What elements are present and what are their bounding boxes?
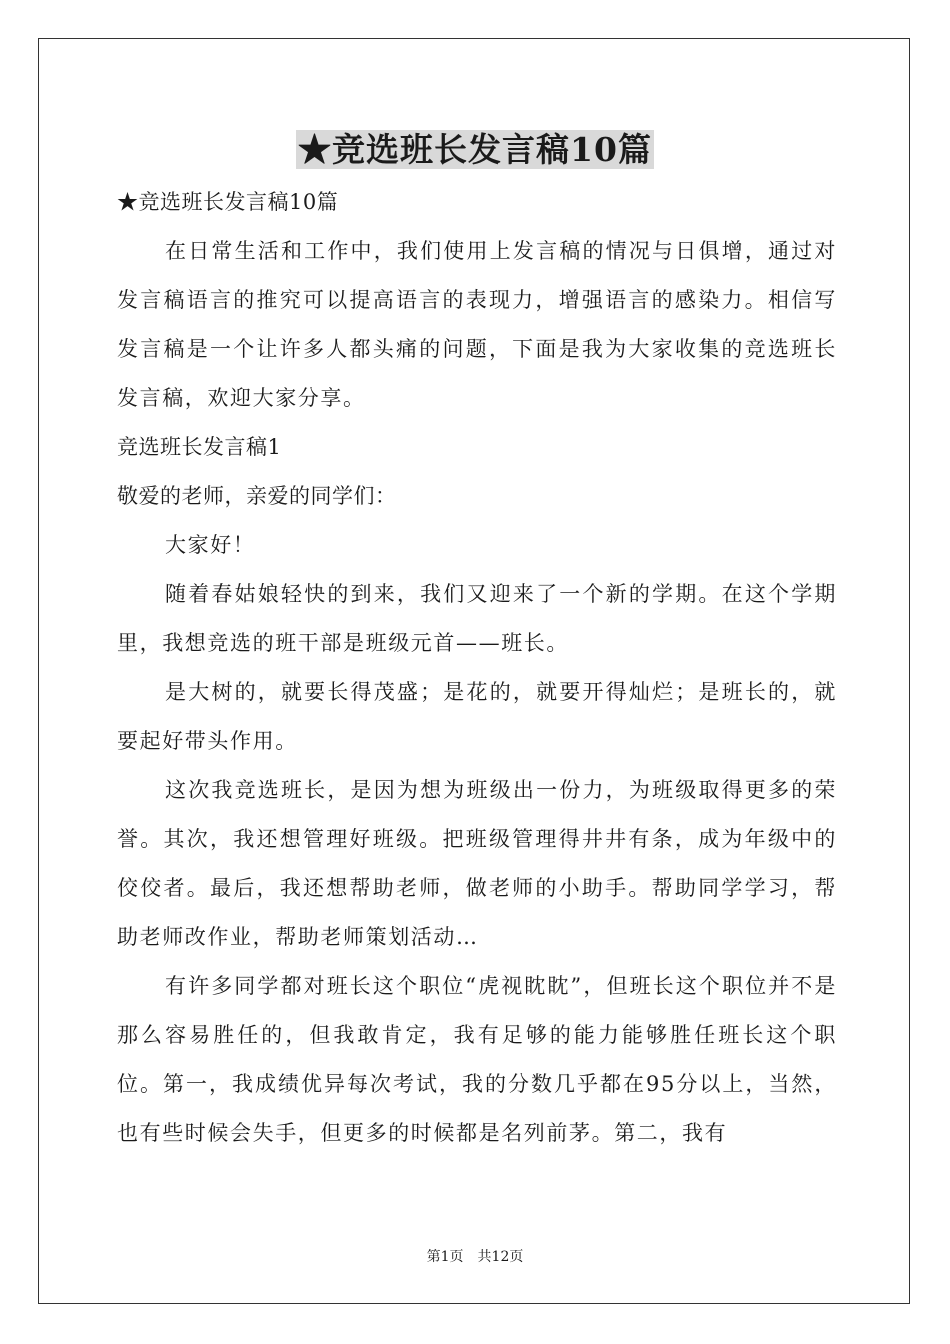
- document-body: [117, 178, 837, 1158]
- paragraph-body-1: 随着春姑娘轻快的到来，我们又迎来了一个新的学期。在这个学期里，我想竞选的班干部是班级元首——班长。: [117, 582, 837, 655]
- paragraph-intro: 在日常生活和工作中，我们使用上发言稿的情况与日俱增，通过对发言稿语言的推究可以提高语言的表现力，增强语言的感染力。相信写发言稿是一个让许多人都头痛的问题，下面是我为大家收集的竞选班长发言稿，欢迎大家分享。: [117, 239, 837, 410]
- paragraph-body-3: 这次我竞选班长，是因为想为班级出一份力，为班级取得更多的荣誉。其次，我还想管理好班级。把班级管理得井井有条，成为年级中的佼佼者。最后，我还想帮助老师，做老师的小助手。帮助同学学习，帮助老师改作业，帮助老师策划活动…: [117, 778, 837, 949]
- page-total: 共12页: [477, 1249, 524, 1265]
- paragraph-subtitle: ★竞选班长发言稿10篇: [117, 190, 339, 214]
- paragraph-body-4: 有许多同学都对班长这个职位“虎视眈眈”，但班长这个职位并不是那么容易胜任的，但我敢肯定，我有足够的能力能够胜任班长这个职位。第一，我成绩优异每次考试，我的分数几乎都在95分以上，当然，也有些时候会失手，但更多的时候都是名列前茅。第二，我有: [117, 974, 837, 1145]
- page-footer: [0, 1248, 950, 1266]
- paragraph-salutation: 敬爱的老师，亲爱的同学们：: [117, 484, 397, 508]
- paragraph-greeting: 大家好！: [165, 533, 256, 557]
- paragraph-section-heading: 竞选班长发言稿1: [117, 435, 282, 459]
- page-number: 第1页: [426, 1249, 464, 1265]
- document-title: ★竞选班长发言稿10篇: [298, 130, 652, 169]
- paragraph-body-2: 是大树的，就要长得茂盛；是花的，就要开得灿烂；是班长的，就要起好带头作用。: [117, 680, 837, 753]
